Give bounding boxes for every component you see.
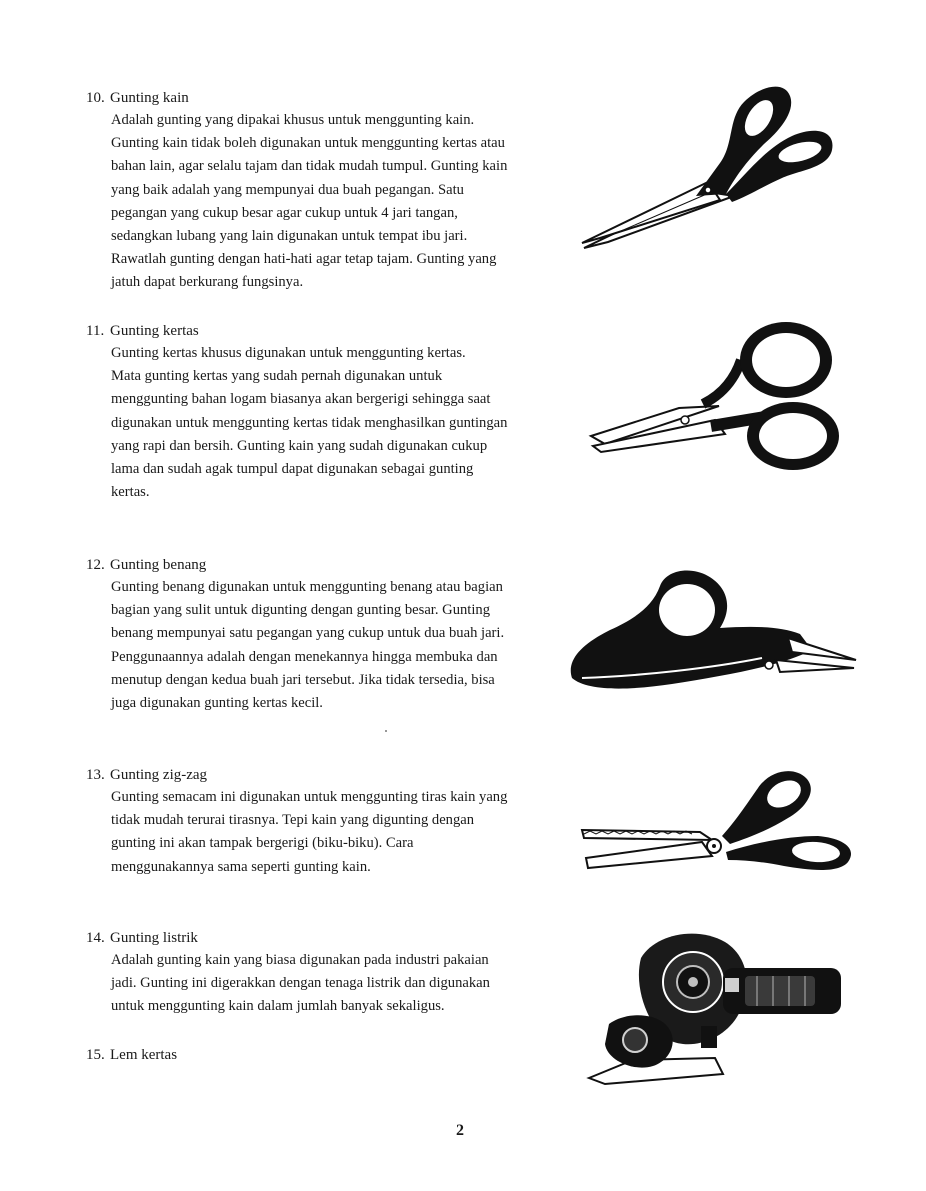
item-number: 11. xyxy=(86,323,105,339)
text-line: jadi. Gunting ini digerakkan dengan tenaga listrik dan digunakan xyxy=(111,975,490,992)
text-line: Mata gunting kertas yang sudah pernah digunakan untuk xyxy=(111,368,443,385)
pinking-shears-icon xyxy=(578,766,858,886)
item-heading xyxy=(86,927,586,949)
text-line: Adalah gunting kain yang biasa digunakan pada industri pakaian xyxy=(111,952,489,968)
text-line: kertas. xyxy=(111,484,150,501)
item-number: 12. xyxy=(86,557,105,573)
text-line: digunakan untuk menggunting kertas tidak menghasilkan guntingan xyxy=(111,414,508,431)
item-number: 14. xyxy=(86,930,105,946)
item-gunting-kertas xyxy=(86,320,586,504)
item-title: Gunting kertas xyxy=(110,323,199,339)
item-lem-kertas xyxy=(86,1044,586,1066)
electric-cutter-icon xyxy=(585,928,855,1088)
text-line: menggunakannya sama seperti gunting kain. xyxy=(111,858,371,875)
text-line: menggunting bahan logam biasanya akan bergerigi sehingga saat xyxy=(111,391,491,408)
item-description xyxy=(86,786,586,879)
text-line: pegangan yang cukup besar agar cukup untuk 4 jari tangan, xyxy=(111,204,458,221)
item-heading xyxy=(86,554,586,576)
item-title: Lem kertas xyxy=(110,1047,178,1063)
text-line: Gunting benang digunakan untuk menggunting benang atau bagian xyxy=(111,579,503,595)
text-line: Adalah gunting yang dipakai khusus untuk menggunting kain. xyxy=(111,112,475,128)
item-title: Gunting benang xyxy=(110,557,207,573)
text-line: untuk menggunting kain dalam jumlah banyak sekaligus. xyxy=(111,998,445,1015)
text-line: gunting ini akan tampak bergerigi (biku-biku). Cara xyxy=(111,835,414,852)
item-number: 13. xyxy=(86,767,105,783)
text-line: tidak mudah terurai tirasnya. Tepi kain yang digunting dengan xyxy=(111,812,475,829)
item-heading xyxy=(86,87,586,109)
item-gunting-kain xyxy=(86,87,586,295)
speck xyxy=(385,730,387,732)
item-title: Gunting listrik xyxy=(110,930,198,946)
text-line: Penggunaannya adalah dengan menekannya hingga membuka dan xyxy=(111,648,498,665)
item-heading xyxy=(86,1044,586,1066)
text-line: sedangkan lubang yang lain digunakan untuk tempat ibu jari. xyxy=(111,228,468,245)
text-line: benang mempunyai satu pegangan yang cukup untuk dua buah jari. xyxy=(111,625,505,642)
item-title: Gunting kain xyxy=(110,90,189,106)
page-number: 2 xyxy=(456,1122,464,1139)
item-heading xyxy=(86,764,586,786)
text-line: bahan lain, agar selalu tajam dan tidak mudah tumpul. Gunting kain xyxy=(111,158,508,175)
text-line: menutup dengan kedua buah jari tersebut. Jika tidak tersedia, bisa xyxy=(111,671,495,688)
paper-scissors-icon xyxy=(585,308,855,488)
item-description xyxy=(86,342,586,504)
text-line: lama dan sudah agak tumpul dapat digunakan sebagai gunting xyxy=(111,461,474,478)
item-description xyxy=(86,949,586,1019)
item-heading xyxy=(86,320,586,342)
text-line: yang rapi dan bersih. Gunting kain yang sudah digunakan cukup xyxy=(111,437,488,454)
text-line: bagian yang sulit untuk digunting dengan gunting besar. Gunting xyxy=(111,602,490,619)
item-gunting-zig-zag xyxy=(86,764,586,879)
item-description xyxy=(86,576,586,715)
text-line: jatuh dapat berkurang fungsinya. xyxy=(111,274,304,291)
fabric-scissors-icon xyxy=(578,78,858,258)
text-line: Gunting kain tidak boleh digunakan untuk menggunting kertas atau xyxy=(111,135,505,152)
thread-snips-icon xyxy=(562,568,862,698)
item-description xyxy=(86,109,586,295)
item-gunting-benang xyxy=(86,554,586,715)
text-line: Gunting kertas khusus digunakan untuk menggunting kertas. xyxy=(111,345,466,361)
text-line: yang baik adalah yang mempunyai dua buah pegangan. Satu xyxy=(111,181,464,198)
item-title: Gunting zig-zag xyxy=(110,767,208,783)
item-number: 15. xyxy=(86,1047,105,1063)
item-number: 10. xyxy=(86,90,105,106)
text-line: Gunting semacam ini digunakan untuk menggunting tiras kain yang xyxy=(111,789,508,805)
text-line: juga digunakan gunting kertas kecil. xyxy=(111,695,323,712)
item-gunting-listrik xyxy=(86,927,586,1019)
text-line: Rawatlah gunting dengan hati-hati agar tetap tajam. Gunting yang xyxy=(111,251,497,268)
